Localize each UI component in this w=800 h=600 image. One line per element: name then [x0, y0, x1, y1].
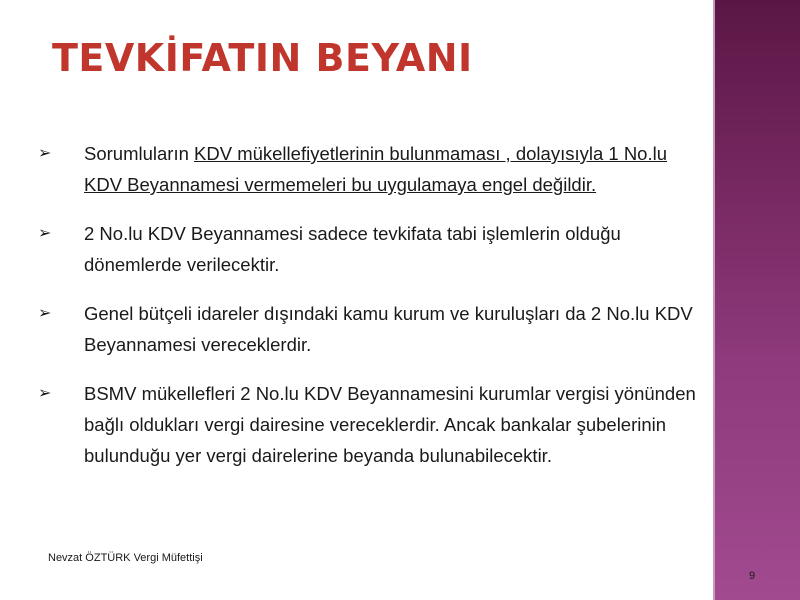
bullet-text: Genel bütçeli idareler dışındaki kamu kurum ve kuruluşları da 2 No.lu KDV Beyannamesi vereceklerdir.	[84, 303, 693, 355]
page-number: 9	[748, 570, 756, 582]
bullet-text-underlined: KDV mükellefiyetlerinin bulunmaması , dolayısıyla 1 No.lu KDV Beyannamesi vermemeleri bu uygulamaya engel değildir.	[84, 143, 668, 195]
bullet-text: 2 No.lu KDV Beyannamesi sadece tevkifata tabi işlemlerin olduğu dönemlerde verilecektir.	[84, 223, 621, 275]
bullet-text-plain: Sorumluların	[84, 143, 195, 164]
bullet-item-3	[38, 298, 708, 360]
arrow-bullet-icon: ➢	[38, 145, 52, 162]
arrow-bullet-icon: ➢	[38, 385, 52, 402]
side-decoration-bar	[713, 0, 800, 600]
bullet-item-4	[38, 378, 708, 471]
bullet-item-1	[38, 138, 708, 200]
slide-title: TEVKİFATIN BEYANI	[52, 36, 473, 80]
footer-author: Nevzat ÖZTÜRK Vergi Müfettişi	[48, 552, 203, 564]
bullet-list	[38, 138, 708, 489]
bullet-text: BSMV mükellefleri 2 No.lu KDV Beyannamesini kurumlar vergisi yönünden bağlı oldukları vergi dairesine vereceklerdir. Ancak bankalar şubelerinin bulunduğu yer vergi dairelerine beyanda bulunabilecektir.	[84, 383, 696, 466]
bullet-item-2	[38, 218, 708, 280]
arrow-bullet-icon: ➢	[38, 305, 52, 322]
arrow-bullet-icon: ➢	[38, 225, 52, 242]
